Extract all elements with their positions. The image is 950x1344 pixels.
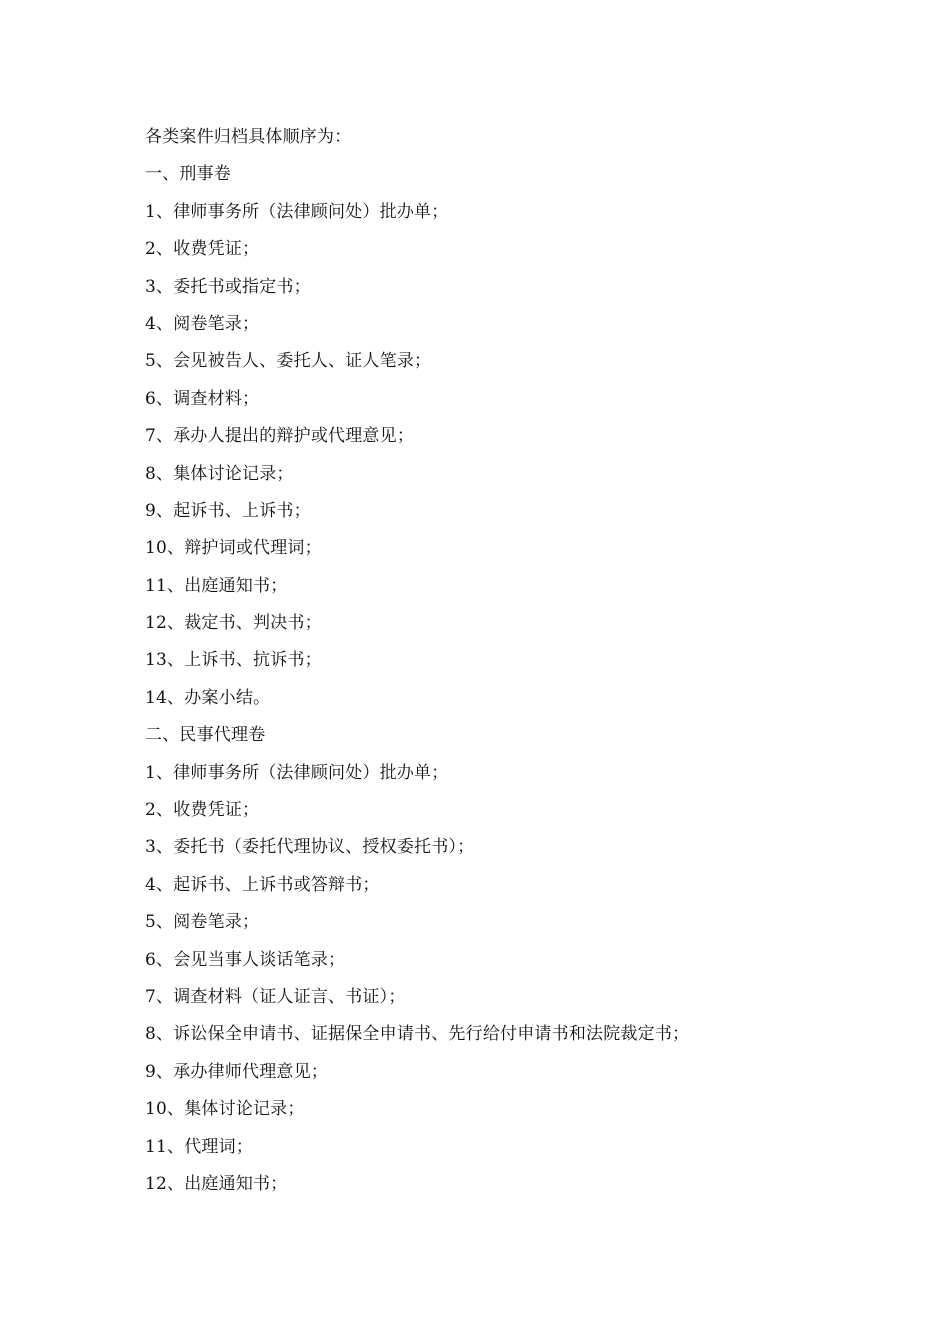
list-item: 12、裁定书、判决书； bbox=[145, 613, 322, 634]
list-item: 2、收费凭证； bbox=[145, 239, 260, 260]
list-item: 8、诉讼保全申请书、证据保全申请书、先行给付申请书和法院裁定书； bbox=[145, 1024, 690, 1045]
list-item: 13、上诉书、抗诉书； bbox=[145, 650, 322, 671]
list-item: 4、阅卷笔录； bbox=[145, 313, 260, 334]
list-item: 1、律师事务所（法律顾问处）批办单； bbox=[145, 762, 449, 783]
list-item: 2、收费凭证； bbox=[145, 800, 260, 821]
list-item: 3、委托书（委托代理协议、授权委托书）； bbox=[145, 837, 475, 858]
list-item: 10、集体讨论记录； bbox=[145, 1099, 305, 1120]
list-item: 7、调查材料（证人证言、书证）； bbox=[145, 986, 406, 1007]
list-item: 11、代理词； bbox=[145, 1136, 254, 1157]
list-item: 11、出庭通知书； bbox=[145, 575, 288, 596]
list-item: 6、会见当事人谈话笔录； bbox=[145, 949, 346, 970]
list-item: 9、承办律师代理意见； bbox=[145, 1061, 329, 1082]
intro-line: 各类案件归档具体顺序为： bbox=[145, 127, 352, 147]
list-item: 9、起诉书、上诉书； bbox=[145, 500, 311, 521]
list-item: 1、律师事务所（法律顾问处）批办单； bbox=[145, 201, 449, 222]
list-item: 12、出庭通知书； bbox=[145, 1173, 288, 1194]
list-item: 7、承办人提出的辩护或代理意见； bbox=[145, 426, 415, 447]
section-heading-civil: 二、民事代理卷 bbox=[145, 725, 266, 746]
list-item: 14、办案小结。 bbox=[145, 687, 271, 708]
list-item: 6、调查材料； bbox=[145, 388, 260, 409]
list-item: 10、辩护词或代理词； bbox=[145, 538, 322, 559]
list-item: 3、委托书或指定书； bbox=[145, 276, 311, 297]
list-item: 5、会见被告人、委托人、证人笔录； bbox=[145, 351, 432, 372]
section-heading-criminal: 一、刑事卷 bbox=[145, 164, 231, 185]
list-item: 8、集体讨论记录； bbox=[145, 463, 294, 484]
list-item: 5、阅卷笔录； bbox=[145, 912, 260, 933]
document-body bbox=[145, 119, 905, 1203]
list-item: 4、起诉书、上诉书或答辩书； bbox=[145, 874, 380, 895]
